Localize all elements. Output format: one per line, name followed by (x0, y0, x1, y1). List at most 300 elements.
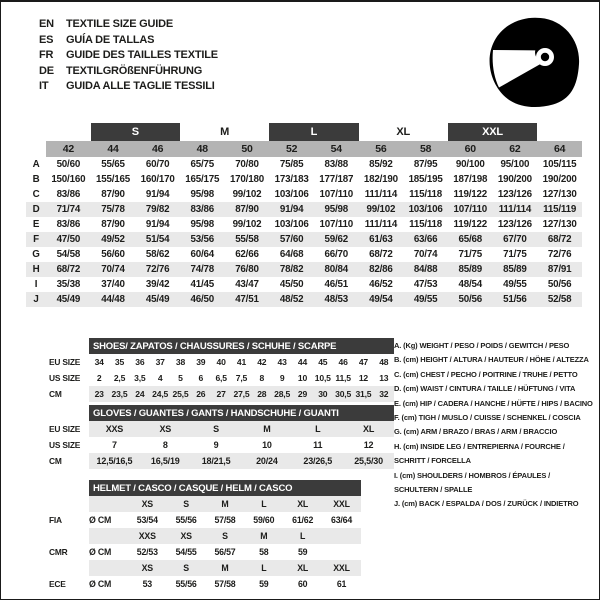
value-cell: 58 (259, 547, 269, 557)
size-column-52: 52 (269, 141, 314, 157)
size-group-xxl: XXL (448, 123, 537, 141)
gloves-table-row-eu-size (49, 421, 394, 437)
value-cell: 111/114 (493, 202, 538, 217)
value-cell: 43/47 (235, 279, 259, 290)
main-size-table-body (26, 123, 582, 307)
size-column-48: 48 (180, 141, 225, 157)
value-cell: 28,5 (272, 386, 292, 402)
value-cell: 10 (297, 373, 308, 383)
measure-row-f (26, 232, 582, 247)
size-group-xl: XL (359, 123, 448, 141)
value-cell: 85/89 (493, 262, 538, 277)
value-cell: 37 (155, 357, 165, 367)
value-cell: 95/98 (314, 202, 359, 217)
language-row-it (39, 79, 218, 95)
value-cell: 46/50 (180, 292, 225, 307)
row-label: EU SIZE (49, 357, 81, 367)
value-cell: XL (283, 560, 322, 576)
value-cell: 56/60 (101, 249, 125, 260)
row-label (49, 528, 89, 544)
value-cell: XXS (128, 528, 167, 544)
value-cell: 38 (175, 357, 186, 367)
value-cell: 70/74 (91, 262, 136, 277)
value-cell: 63/66 (403, 232, 448, 247)
value-cell: 95/98 (190, 189, 215, 200)
row-label: ECE (49, 579, 66, 589)
legend-item-g: G. (cm) ARM / BRAZO / BRAS / ARM / BRACCIO (394, 427, 558, 437)
value-cell: XS (140, 421, 191, 437)
value-cell: 182/190 (363, 174, 398, 185)
row-letter: G (32, 249, 40, 260)
value-cell: 53/56 (180, 232, 225, 247)
value-cell: 67/70 (493, 232, 538, 247)
value-cell: 75/85 (279, 159, 304, 170)
size-column-46: 46 (135, 141, 180, 157)
value-cell: 35 (114, 357, 125, 367)
value-cell: 52/53 (136, 547, 158, 557)
value-cell: 54/58 (56, 249, 81, 260)
value-cell: 57/58 (214, 579, 236, 589)
value-cell: 45/49 (135, 292, 180, 307)
value-cell: 45/50 (279, 279, 304, 290)
value-cell: 160/170 (140, 174, 175, 185)
letter-spacer-cell (26, 141, 46, 157)
value-cell: 35/38 (56, 279, 81, 290)
value-cell: 27,5 (231, 386, 251, 402)
value-cell: 31,5 (353, 386, 373, 402)
value-cell: 23/26,5 (292, 453, 343, 469)
value-cell: 83/86 (180, 202, 225, 217)
gloves-table (49, 405, 394, 469)
value-cell: S (206, 528, 245, 544)
legend-item-f: F. (cm) TIGH / MUSLO / CUISSE / SCHENKEL / COSCIA (394, 413, 581, 423)
value-cell: 55/65 (101, 159, 125, 170)
shoes-table (49, 338, 394, 402)
value-cell: 85/89 (448, 262, 493, 277)
value-cell: 70/74 (413, 249, 438, 260)
value-cell: 7,5 (235, 373, 248, 383)
value-cell: 173/183 (274, 174, 309, 185)
size-group-m: M (180, 123, 269, 141)
language-code: EN (39, 18, 54, 30)
value-cell: 39/42 (145, 279, 170, 290)
value-cell: 103/106 (403, 202, 448, 217)
value-cell: S (167, 496, 206, 512)
measurement-legend (394, 339, 595, 512)
value-cell: 87/90 (101, 189, 125, 200)
measure-row-g (26, 247, 582, 262)
row-letter: A (32, 159, 40, 170)
measure-row-b (26, 172, 582, 187)
language-title: GUIDA ALLE TAGLIE TESSILI (66, 80, 215, 92)
value-cell: 16,5/19 (140, 453, 191, 469)
value-cell: 10 (262, 440, 272, 450)
value-cell: 84/88 (403, 262, 448, 277)
value-cell: M (206, 560, 245, 576)
value-cell: 46 (338, 357, 348, 367)
unit-cell: Ø CM (89, 547, 112, 557)
row-letter: F (26, 232, 46, 247)
gloves-table-row-cm (49, 453, 394, 469)
value-cell: 107/110 (319, 219, 353, 230)
unit-cell (89, 496, 128, 512)
value-cell: 7 (112, 440, 117, 450)
value-cell: 65/68 (448, 232, 493, 247)
value-cell: 25,5/30 (343, 453, 394, 469)
row-label: US SIZE (49, 440, 81, 450)
value-cell: 51/56 (493, 292, 538, 307)
value-cell: 12 (363, 440, 374, 450)
value-cell: 72/76 (135, 262, 180, 277)
value-cell: 43 (277, 357, 287, 367)
helmet-table (49, 480, 361, 592)
value-cell: 40 (216, 357, 226, 367)
value-cell: 13 (379, 373, 389, 383)
value-cell: 115/118 (409, 189, 443, 200)
value-cell: S (191, 421, 242, 437)
value-cell: 12 (358, 373, 369, 383)
shoes-table-title: SHOES/ ZAPATOS / CHAUSSURES / SCHUHE / SCARPE (89, 338, 394, 354)
language-code: ES (39, 33, 54, 46)
value-cell: XL (283, 496, 322, 512)
measure-row-h (26, 262, 582, 277)
corner-cell (26, 123, 46, 141)
legend-item-h: H. (cm) INSIDE LEG / ENTREPIERNA / FOURCHE / SCHRITT / FORCELLA (394, 441, 565, 466)
value-cell: 46/51 (324, 279, 349, 290)
row-label (49, 560, 89, 576)
measure-row-i (26, 277, 582, 292)
size-column-60: 60 (448, 141, 493, 157)
value-cell: 49/54 (359, 292, 404, 307)
legend-item-j: J. (cm) BACK / ESPALDA / DOS / ZURÜCK / INDIETRO (394, 499, 579, 509)
value-cell: 6,5 (215, 373, 227, 383)
value-cell: 47/53 (413, 279, 438, 290)
value-cell: 44/48 (91, 292, 136, 307)
legend-item-d: D. (cm) WAIST / CINTURA / TAILLE / HÜFTUNG / VITA (394, 384, 576, 394)
value-cell: 50/56 (547, 279, 572, 290)
language-row-fr (39, 48, 218, 64)
size-group-row (26, 123, 582, 141)
value-cell: 45/49 (46, 292, 91, 307)
row-label: EU SIZE (49, 424, 81, 434)
value-cell: 57/60 (269, 232, 314, 247)
helmet-table-row-cmr (49, 544, 361, 560)
value-cell: 11,5 (335, 373, 351, 383)
row-letter: C (32, 189, 40, 200)
value-cell: 91/94 (145, 189, 170, 200)
language-title: TEXTILGRÖßENFÜHRUNG (66, 64, 203, 77)
value-cell: 2,5 (113, 373, 126, 383)
value-cell (322, 528, 361, 544)
value-cell: 57/58 (214, 515, 236, 525)
value-cell: 49/55 (503, 279, 527, 290)
value-cell: 30,5 (333, 386, 353, 402)
value-cell: L (283, 528, 322, 544)
value-cell: L (244, 560, 283, 576)
size-number-row (26, 141, 582, 157)
value-cell: 85/92 (369, 159, 393, 170)
value-cell: 30 (313, 386, 333, 402)
value-cell: 185/195 (408, 174, 443, 185)
value-cell: 71/75 (503, 249, 527, 260)
shoes-table-row-eu-size (49, 354, 394, 370)
language-title: GUIDE DES TAILLES TEXTILE (66, 49, 218, 61)
value-cell: 18/21,5 (191, 453, 242, 469)
row-label: US SIZE (49, 373, 81, 383)
racing-helmet-icon (481, 14, 586, 114)
size-group-l: L (269, 123, 358, 141)
value-cell: 91/94 (269, 202, 314, 217)
value-cell: 36 (135, 357, 145, 367)
value-cell: 170/180 (229, 174, 264, 185)
value-cell: 127/130 (542, 219, 577, 230)
value-cell: 50/60 (56, 159, 81, 170)
measure-row-e (26, 217, 582, 232)
row-letter: J (26, 292, 46, 307)
value-cell: 79/82 (135, 202, 180, 217)
value-cell: 56/57 (214, 547, 236, 557)
value-cell: 70/80 (235, 159, 259, 170)
gloves-table-row-us-size (49, 437, 394, 453)
value-cell: 51/54 (135, 232, 180, 247)
language-code: IT (39, 80, 49, 92)
value-cell: 59/62 (314, 232, 359, 247)
measure-row-c (26, 187, 582, 202)
value-cell: 37/40 (101, 279, 125, 290)
row-label: FIA (49, 515, 62, 525)
value-cell: 87/95 (413, 159, 438, 170)
value-cell: 87/90 (225, 202, 270, 217)
value-cell: 65/75 (190, 159, 215, 170)
value-cell: 61 (336, 579, 347, 589)
value-cell: 59 (259, 579, 269, 589)
value-cell: 10,5 (314, 373, 331, 383)
value-cell: 187/198 (453, 174, 488, 185)
value-cell: 177/187 (319, 174, 354, 185)
value-cell: 8 (162, 440, 168, 450)
value-cell: 111/114 (364, 219, 398, 230)
helmet-table-title: HELMET / CASCO / CASQUE / HELM / CASCO (89, 480, 361, 496)
value-cell: 72/76 (547, 249, 572, 260)
value-cell: 115/119 (537, 202, 582, 217)
value-cell: 34 (94, 357, 104, 367)
value-cell: 27 (211, 386, 231, 402)
value-cell: 95/98 (190, 219, 215, 230)
value-cell: 78/82 (269, 262, 314, 277)
value-cell: 103/106 (274, 219, 309, 230)
value-cell: 44 (297, 357, 308, 367)
value-cell: 68/72 (537, 232, 582, 247)
value-cell: 60/64 (190, 249, 215, 260)
value-cell: 64/68 (279, 249, 304, 260)
size-column-50: 50 (225, 141, 270, 157)
row-label: CM (49, 389, 62, 399)
value-cell: 155/165 (95, 174, 130, 185)
value-cell: 42 (257, 357, 267, 367)
main-size-table (26, 123, 582, 307)
value-cell: 123/126 (497, 189, 532, 200)
value-cell: 68/72 (46, 262, 91, 277)
value-cell: 41 (236, 357, 247, 367)
value-cell: 87/91 (537, 262, 582, 277)
value-cell: 26 (191, 386, 211, 402)
value-cell: 71/75 (458, 249, 482, 260)
unit-cell (89, 560, 128, 576)
value-cell: 5 (178, 373, 183, 383)
value-cell: 6 (198, 373, 204, 383)
value-cell: 99/102 (232, 189, 262, 200)
value-cell: 119/122 (453, 219, 487, 230)
value-cell: 41/45 (190, 279, 215, 290)
value-cell: 82/86 (359, 262, 404, 277)
value-cell: L (292, 421, 343, 437)
value-cell: 8 (259, 373, 265, 383)
gloves-table-title: GLOVES / GUANTES / GANTS / HANDSCHUHE / GUANTI (89, 405, 394, 421)
language-code: FR (39, 49, 54, 61)
value-cell: 107/110 (319, 189, 353, 200)
value-cell: 59 (297, 547, 308, 557)
unit-cell: Ø CM (89, 515, 112, 525)
value-cell: 29 (292, 386, 312, 402)
value-cell: 24,5 (150, 386, 170, 402)
value-cell: 165/175 (185, 174, 220, 185)
helmet-table-row-ece (49, 576, 361, 592)
size-group-s: S (91, 123, 180, 141)
value-cell: 53/54 (136, 515, 158, 525)
value-cell: 46/52 (369, 279, 393, 290)
size-group-blank (46, 123, 91, 141)
value-cell: 55/56 (175, 515, 197, 525)
language-code: DE (39, 64, 54, 77)
value-cell: 62/66 (235, 249, 259, 260)
row-letter: E (32, 219, 40, 230)
size-column-56: 56 (359, 141, 404, 157)
value-cell: XL (343, 421, 394, 437)
value-cell: 74/78 (180, 262, 225, 277)
value-cell: M (244, 528, 283, 544)
value-cell: 103/106 (274, 189, 309, 200)
value-cell: 87/90 (101, 219, 125, 230)
value-cell: 60/70 (145, 159, 170, 170)
value-cell: 47 (358, 357, 369, 367)
value-cell: 23,5 (109, 386, 129, 402)
value-cell: 32 (374, 386, 394, 402)
shoes-table-row-us-size (49, 370, 394, 386)
value-cell: 9 (213, 440, 219, 450)
value-cell: 11 (313, 440, 323, 450)
value-cell: 83/88 (324, 159, 349, 170)
row-label (49, 496, 89, 512)
row-letter: H (26, 262, 46, 277)
helmet-title-row (49, 480, 361, 496)
value-cell: 28 (252, 386, 272, 402)
value-cell (322, 544, 361, 560)
language-title: GUÍA DE TALLAS (66, 33, 155, 46)
legend-item-i: I. (cm) SHOULDERS / HOMBROS / ÉPAULES / SCHULTERN / SPALLE (394, 470, 551, 495)
unit-cell (89, 528, 128, 544)
value-cell: XXL (322, 496, 361, 512)
value-cell: 99/102 (359, 202, 404, 217)
value-cell: 99/102 (232, 219, 262, 230)
measure-row-d (26, 202, 582, 217)
legend-item-b: B. (cm) HEIGHT / ALTURA / HAUTEUR / HÖHE / ALTEZZA (394, 355, 589, 365)
value-cell: 190/200 (542, 174, 577, 185)
shoes-table-row-cm (49, 386, 394, 402)
gloves-title-row (49, 405, 394, 421)
value-cell: 61/62 (292, 515, 314, 525)
value-cell: L (244, 496, 283, 512)
value-cell: 47/51 (225, 292, 270, 307)
value-cell: 190/200 (497, 174, 532, 185)
value-cell: 115/118 (409, 219, 443, 230)
value-cell: 111/114 (364, 189, 398, 200)
language-row-en (39, 17, 218, 33)
legend-item-e: E. (cm) HIP / CADERA / HANCHE / HÜFTE / HIPS / BACINO (394, 398, 593, 408)
value-cell: 23 (89, 386, 109, 402)
value-cell: XS (128, 496, 167, 512)
value-cell: 61/63 (359, 232, 404, 247)
size-column-64: 64 (537, 141, 582, 157)
value-cell: 71/74 (46, 202, 91, 217)
helmet-table-row-sizes-4 (49, 560, 361, 576)
value-cell: M (206, 496, 245, 512)
measure-row-a (26, 157, 582, 172)
shoes-title-row (49, 338, 394, 354)
language-list (39, 17, 218, 95)
value-cell: 58/62 (145, 249, 170, 260)
unit-cell: Ø CM (89, 579, 112, 589)
language-title: TEXTILE SIZE GUIDE (66, 18, 174, 30)
value-cell: 83/86 (56, 219, 81, 230)
size-column-42: 42 (46, 141, 91, 157)
value-cell: S (167, 560, 206, 576)
legend-item-c: C. (cm) CHEST / PECHO / POITRINE / TRUHE / PETTO (394, 369, 578, 379)
value-cell: 48/54 (458, 279, 482, 290)
value-cell: 48 (379, 357, 389, 367)
value-cell: XXS (89, 421, 140, 437)
value-cell: 48/52 (269, 292, 314, 307)
value-cell: 127/130 (542, 189, 577, 200)
language-row-es (39, 33, 218, 49)
value-cell: 20/24 (241, 453, 292, 469)
value-cell: 76/80 (225, 262, 270, 277)
size-column-58: 58 (403, 141, 448, 157)
value-cell: 66/70 (324, 249, 349, 260)
row-letter: B (32, 174, 40, 185)
row-label: CM (49, 456, 62, 466)
helmet-table-row-fia (49, 512, 361, 528)
value-cell: 3,5 (134, 373, 146, 383)
row-letter: D (26, 202, 46, 217)
value-cell: 95/100 (500, 159, 530, 170)
value-cell: 25,5 (170, 386, 190, 402)
value-cell: 55/56 (175, 579, 197, 589)
helmet-table-row-sizes-0 (49, 496, 361, 512)
value-cell: 39 (196, 357, 206, 367)
legend-item-a: A. (Kg) WEIGHT / PESO / POIDS / GEWITCH / PESO (394, 341, 570, 350)
value-cell: 75/78 (91, 202, 136, 217)
size-column-54: 54 (314, 141, 359, 157)
value-cell: 52/58 (537, 292, 582, 307)
value-cell: 91/94 (145, 219, 170, 230)
value-cell: 83/86 (56, 189, 81, 200)
value-cell: 90/100 (455, 159, 485, 170)
value-cell: XS (167, 528, 206, 544)
value-cell: 2 (96, 373, 102, 383)
value-cell: 123/126 (497, 219, 532, 230)
value-cell: M (241, 421, 292, 437)
spacer-cell (49, 338, 89, 354)
